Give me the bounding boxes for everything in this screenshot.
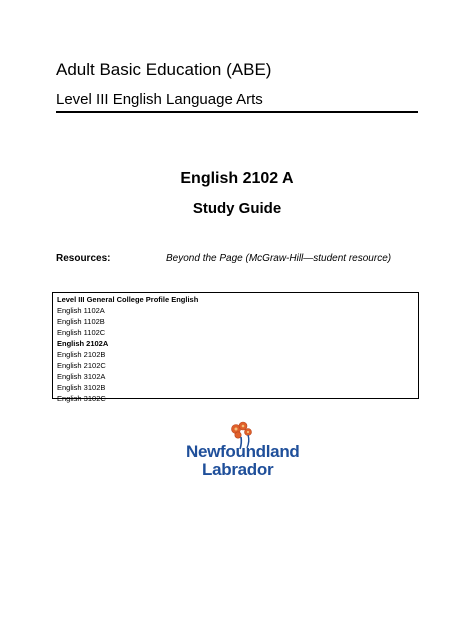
course-title: English 2102 A bbox=[180, 170, 294, 187]
logo-text-newfoundland: Newfoundland bbox=[186, 442, 300, 461]
resources-value: Beyond the Page (McGraw-Hill—student resource) bbox=[166, 253, 392, 264]
document-subtitle: Study Guide bbox=[192, 200, 282, 217]
logo-text-labrador: Labrador bbox=[202, 460, 274, 479]
course-list-item: English 2102B bbox=[57, 350, 106, 359]
program-title: Adult Basic Education (ABE) bbox=[56, 60, 272, 79]
course-list-item: English 1102A bbox=[57, 306, 105, 315]
header-divider bbox=[56, 111, 418, 113]
course-area-title: Level III English Language Arts bbox=[56, 91, 263, 108]
course-list-item: English 1102B bbox=[57, 317, 105, 326]
course-list-item-current: English 2102A bbox=[57, 339, 109, 348]
course-list-item: English 3102C bbox=[57, 394, 106, 403]
newfoundland-labrador-logo bbox=[178, 420, 300, 482]
course-profile-box bbox=[52, 292, 419, 403]
course-list-item: English 2102C bbox=[57, 361, 106, 370]
course-list-item: English 3102A bbox=[57, 372, 106, 381]
course-list-item: English 3102B bbox=[57, 383, 106, 392]
course-profile-heading: Level III General College Profile English bbox=[57, 295, 199, 304]
resources-label: Resources: bbox=[56, 253, 111, 264]
course-list-item: English 1102C bbox=[57, 328, 106, 337]
